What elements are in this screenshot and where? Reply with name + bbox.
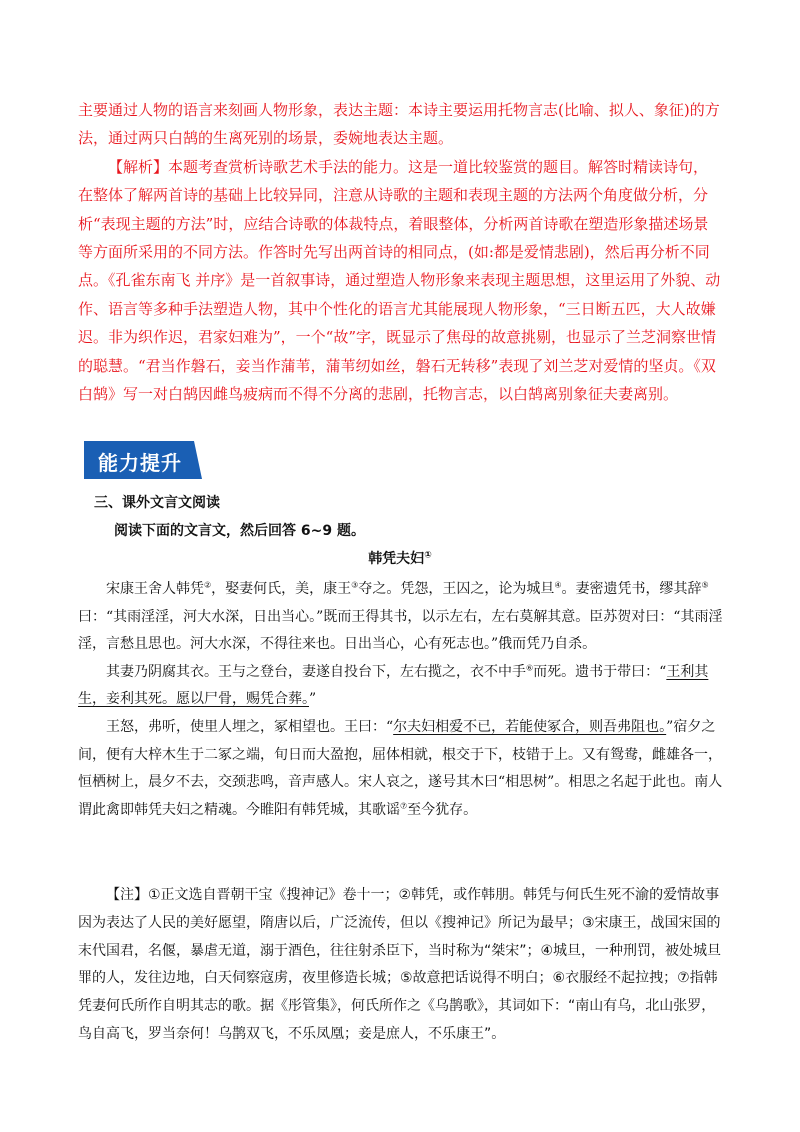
footnote-ref: ③ bbox=[351, 580, 359, 590]
article-title bbox=[0, 548, 800, 568]
banner-label: 能力提升 bbox=[98, 451, 182, 475]
text-run: ，娶妻何氏，美，康王 bbox=[211, 581, 352, 597]
text-run: 王怒，弗听，使里人埋之，冢相望也。王曰：“ bbox=[106, 718, 394, 735]
notes-paragraph bbox=[78, 882, 728, 1049]
footnote-ref: ⑦ bbox=[400, 801, 408, 811]
article-paragraph-2 bbox=[78, 659, 728, 714]
analysis-block bbox=[78, 96, 722, 408]
text-run: 宋康王舍人韩凭 bbox=[106, 581, 204, 597]
article-title-text: 韩凭夫妇 bbox=[368, 551, 425, 567]
jiexi-paragraph bbox=[78, 153, 722, 409]
reading-instruction: 阅读下面的文言文，然后回答 6~9 题。 bbox=[114, 523, 365, 539]
notes-label: 【注】 bbox=[106, 887, 148, 903]
underlined-sentence-2: 尔夫妇相爱不已，若能使冢合，则吾弗阻也。 bbox=[393, 718, 667, 735]
text-run: ” bbox=[309, 691, 317, 708]
jiexi-label: 【解析】 bbox=[108, 157, 169, 176]
text-run: 曰：“其雨淫淫，河大水深，日出当心。”既而王得其书，以示左右，左右莫解其意。臣苏贺对曰：“其雨淫淫，言愁且思也。河大水深，不得往来也。日出当心，心有死志也。”俄而凭乃自杀。 bbox=[78, 608, 723, 653]
text-run: 其妻乃阴腐其衣。王与之登台，妻遂自投台下，左右揽之，衣不中手 bbox=[106, 663, 526, 680]
text-run: 至今犹存。 bbox=[407, 801, 478, 818]
article-paragraph-1 bbox=[78, 576, 728, 659]
answer-continuation: 主要通过人物的语言来刻画人物形象，表达主题：本诗主要运用托物言志(比喻、拟人、象征)的方法，通过两只白鹄的生离死别的场景，委婉地表达主题。 bbox=[78, 101, 720, 148]
jiexi-text: 本题考查赏析诗歌艺术手法的能力。这是一道比较鉴赏的题目。解答时精读诗句，在整体了解两首诗的基础上比较异同，注意从诗歌的主题和表现主题的方法两个角度做分析，分析“表现主题的方法”时，应结合诗歌的体裁特点，着眼整体，分析两首诗歌在塑造形象描述场景等方面所采用的不同方法。作答时先写出两首诗的相同点，(如:都是爱情悲剧)，然后再分析不同点。《孔雀东南飞 并序》是一首叙事诗，通过塑造人物形象来表现主题思想，这里运用了外貌、动作、语言等多种手法塑造人物，其中个性化的语言尤其能展现人物形象，“三日断五匹，大人故嫌迟。非为织作迟，君家妇难为”，一个“故”字，既显示了焦母的故意挑剔，也显示了兰芝洞察世情的聪慧。“君当作磐石，妾当作蒲苇，蒲苇纫如丝，磐石无转移”表现了刘兰芝对爱情的坚贞。《双白鹄》写一对白鹄因雌鸟疲病而不得不分离的悲剧，托物言志，以白鹄离别象征夫妻离别。 bbox=[78, 157, 721, 404]
section-title: 三、课外文言文阅读 bbox=[94, 495, 220, 511]
text-run: 夺之。凭怨，王囚之，论为城旦 bbox=[358, 581, 555, 597]
article-paragraph-3 bbox=[78, 714, 728, 824]
footnote-ref: ② bbox=[204, 580, 212, 590]
underlined-sentence-1: 王利其生，妾利其死。愿以尸骨，赐凭合葬。 bbox=[78, 663, 709, 708]
section-banner bbox=[84, 441, 202, 479]
article-title-note: ① bbox=[424, 550, 432, 561]
text-run: 。妻密遗凭书，缪其辞 bbox=[561, 581, 702, 597]
notes-text: ①正文选自晋朝干宝《搜神记》卷十一；②韩凭，或作韩朋。韩凭与何氏生死不渝的爱情故事因为表达了人民的美好愿望，隋唐以后，广泛流传，但以《搜神记》所记为最早；③宋康王，战国宋国的末代国君，名偃，暴虐无道，溺于酒色，往往射杀臣下，当时称为“桀宋”；④城旦，一种刑罚，被处城旦罪的人，发往边地，白天伺察寇虏，夜里修造长城；⑤故意把话说得不明白；⑥衣服经不起拉拽；⑦指韩凭妻何氏所作自明其志的歌。据《彤管集》，何氏所作之《乌鹊歌》，其词如下：“南山有乌，北山张罗，鸟自高飞，罗当奈何！乌鹊双飞，不乐凤凰；妾是庶人，不乐康王”。 bbox=[78, 887, 722, 1042]
footnote-ref: ⑥ bbox=[526, 663, 534, 673]
text-run: 而死。遗书于带曰：“ bbox=[533, 663, 667, 680]
footnote-ref: ④ bbox=[554, 580, 562, 590]
article-body bbox=[78, 576, 728, 824]
notes-block bbox=[78, 882, 728, 1049]
text-run: ”宿夕之间，便有大梓木生于二冢之端，旬日而大盈抱，屈体相就，根交于下，枝错于上。又有鸳鸯，雌雄各一，恒栖树上，晨夕不去，交颈悲鸣，音声感人。宋人哀之，遂号其木曰“相思树”。相思之名起于此也。南人谓此禽即韩凭夫妇之精魂。今睢阳有韩凭城，其歌谣 bbox=[78, 718, 723, 818]
footnote-ref: ⑤ bbox=[701, 580, 709, 590]
